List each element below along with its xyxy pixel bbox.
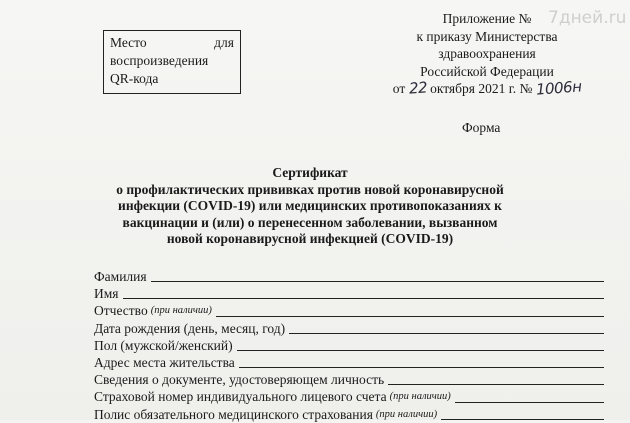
field-label: Имя bbox=[94, 286, 119, 302]
date-middle: октября 2021 г. № bbox=[430, 81, 533, 96]
fill-line[interactable] bbox=[455, 401, 604, 403]
appendix-header bbox=[372, 10, 602, 98]
title-line: вакцинации и (или) о перенесенном заболевании, вызванном bbox=[122, 214, 498, 230]
field-patronymic[interactable] bbox=[94, 302, 604, 319]
form-label: Форма bbox=[462, 120, 501, 135]
fill-line[interactable] bbox=[388, 383, 604, 385]
fill-line[interactable] bbox=[237, 349, 604, 351]
qr-code-placeholder bbox=[103, 30, 241, 94]
qr-box-text: QR-кода bbox=[110, 71, 159, 86]
country-name: Российской Федерации bbox=[420, 63, 554, 79]
field-label: Страховой номер индивидуального лицевого счета bbox=[94, 389, 387, 405]
field-label: Полис обязательного медицинского страхования bbox=[94, 406, 373, 422]
personal-data-fields bbox=[94, 268, 604, 423]
field-label: Сведения о документе, удостоверяющем личность bbox=[94, 372, 385, 388]
field-identity-document[interactable] bbox=[94, 371, 604, 388]
fill-line[interactable] bbox=[216, 315, 604, 317]
field-snils[interactable] bbox=[94, 388, 604, 405]
field-first-name[interactable] bbox=[94, 285, 604, 302]
date-prefix: от bbox=[392, 81, 406, 96]
handwritten-order-number: 1006н bbox=[535, 77, 582, 99]
field-label: Фамилия bbox=[94, 269, 147, 284]
field-label: Дата рождения (день, месяц, год) bbox=[94, 320, 286, 336]
field-note: (при наличии) bbox=[375, 408, 438, 420]
field-last-name[interactable] bbox=[94, 268, 604, 285]
field-oms-policy[interactable] bbox=[94, 406, 604, 423]
appendix-number: Приложение № bbox=[442, 11, 532, 26]
field-label: Адрес места жительства bbox=[94, 355, 235, 371]
field-note: (при наличии) bbox=[150, 305, 212, 317]
certificate-title bbox=[70, 165, 550, 248]
fill-line[interactable] bbox=[151, 280, 604, 282]
handwritten-day: 22 bbox=[407, 78, 428, 98]
field-note: (при наличии) bbox=[389, 391, 451, 403]
field-label: Пол (мужской/женский) bbox=[94, 337, 233, 353]
title-line: инфекции (COVID-19) или медицинских противопоказаниях к bbox=[118, 198, 502, 213]
fill-line[interactable] bbox=[239, 366, 604, 368]
order-reference: к приказу Министерства bbox=[416, 28, 558, 44]
field-birth-date[interactable] bbox=[94, 320, 604, 337]
field-label: Отчество bbox=[94, 303, 148, 319]
ministry-name: здравоохранения bbox=[438, 46, 536, 61]
qr-box-text: воспроизведения bbox=[110, 53, 209, 68]
watermark: 7дней.ru bbox=[548, 8, 627, 28]
fill-line[interactable] bbox=[123, 297, 604, 299]
title-line: о профилактических прививках против новой коронавирусной bbox=[116, 181, 504, 197]
field-sex[interactable] bbox=[94, 337, 604, 354]
field-address[interactable] bbox=[94, 354, 604, 371]
order-date bbox=[372, 77, 602, 99]
fill-line[interactable] bbox=[289, 332, 604, 334]
qr-box-text: Место bbox=[110, 35, 147, 50]
title-line: новой коронавирусной инфекцией (COVID-19) bbox=[166, 231, 454, 246]
qr-box-text: для bbox=[214, 35, 234, 50]
title-line: Сертификат bbox=[272, 165, 348, 180]
